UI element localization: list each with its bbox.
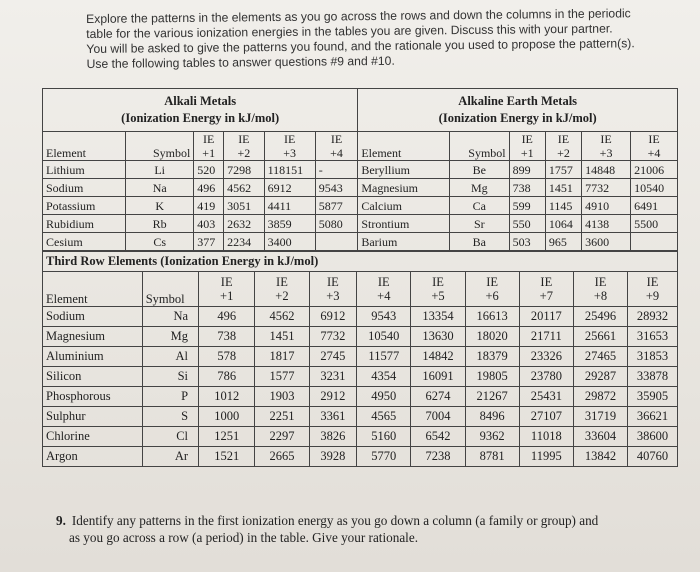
ie-order: +3	[599, 146, 613, 160]
ie-value-cell: 7732	[582, 179, 631, 197]
ie-value-cell: 31653	[628, 327, 678, 347]
element-name-cell: Phosphorous	[43, 387, 143, 407]
ie-order: +4	[377, 289, 391, 303]
ie-value-cell: 7238	[411, 447, 465, 467]
ie-value-cell: 23326	[519, 347, 573, 367]
ie-label: IE	[540, 275, 553, 289]
element-name-cell: Magnesium	[358, 179, 450, 197]
element-symbol-cell: Si	[142, 367, 198, 387]
table-row	[43, 367, 678, 387]
ie-label: IE	[486, 275, 499, 289]
element-symbol-cell: Na	[126, 179, 194, 197]
ie-value-cell: 10540	[631, 179, 678, 197]
ie-value-cell: 20117	[519, 307, 573, 327]
question-line: as you go across a row (a period) in the table. Give your rationale.	[69, 530, 418, 545]
ie-value-cell: 21711	[519, 327, 573, 347]
symbol-column-header: Symbol	[126, 132, 194, 161]
ie-column-header	[357, 272, 411, 307]
alkaline-caption	[358, 89, 678, 132]
ie-label: IE	[220, 275, 233, 289]
ie-value-cell: 1757	[545, 161, 581, 179]
ie-column-header	[264, 132, 315, 161]
ie-value-cell: 7004	[411, 407, 465, 427]
ie-value-cell: 4138	[582, 215, 631, 233]
ie-value-cell: 550	[509, 215, 545, 233]
table-row	[43, 197, 678, 215]
ie-value-cell: 2912	[309, 387, 357, 407]
element-symbol-cell: Ar	[142, 447, 198, 467]
element-name-cell: Magnesium	[43, 327, 143, 347]
ie-value-cell: 4910	[582, 197, 631, 215]
ie-value-cell: 11577	[357, 347, 411, 367]
ionization-tables	[42, 88, 678, 467]
intro-line: table for the various ionization energies in the tables you are given. Discuss this with your partner.	[86, 21, 613, 41]
ie-order: +2	[275, 289, 289, 303]
ie-value-cell: 2251	[255, 407, 309, 427]
ie-value-cell: 4354	[357, 367, 411, 387]
element-symbol-cell: Rb	[126, 215, 194, 233]
element-name-cell: Rubidium	[43, 215, 126, 233]
element-name-cell: Potassium	[43, 197, 126, 215]
ie-value-cell: 11018	[519, 427, 573, 447]
element-column-header: Element	[43, 132, 126, 161]
third-row-title: Third Row Elements (Ionization Energy in kJ/mol)	[43, 252, 678, 272]
ie-value-cell: 33878	[628, 367, 678, 387]
question-line: Identify any patterns in the first ionization energy as you go down a column (a family or group) and	[71, 513, 599, 528]
ie-value-cell: 21006	[631, 161, 678, 179]
group-header-row	[43, 132, 678, 161]
element-name-cell: Sodium	[43, 179, 126, 197]
ie-value-cell: 9362	[465, 427, 519, 447]
ie-value-cell: 35905	[628, 387, 678, 407]
ie-value-cell: 1521	[199, 447, 255, 467]
alkali-title: Alkali Metals	[164, 94, 237, 108]
ie-value-cell: 786	[199, 367, 255, 387]
ie-value-cell: 403	[194, 215, 224, 233]
ie-value-cell: 4950	[357, 387, 411, 407]
table-row	[43, 327, 678, 347]
ie-value-cell: 29872	[573, 387, 627, 407]
ie-order: +8	[593, 289, 608, 303]
ie-value-cell: 3051	[224, 197, 264, 215]
ie-value-cell: 1251	[199, 427, 255, 447]
ie-value-cell: 14848	[582, 161, 631, 179]
ie-order: +1	[520, 146, 534, 160]
ie-label: IE	[326, 275, 339, 289]
ie-value-cell: 599	[509, 197, 545, 215]
ie-value-cell: 2234	[224, 233, 264, 251]
table-row	[43, 233, 678, 251]
group-tables	[42, 88, 678, 251]
ie-column-header	[573, 272, 627, 307]
ie-label: IE	[521, 132, 533, 146]
ie-column-header	[224, 132, 264, 161]
ie-value-cell	[631, 233, 678, 251]
ie-value-cell: 3231	[309, 367, 357, 387]
ie-value-cell: 7732	[309, 327, 357, 347]
ie-value-cell: 31719	[573, 407, 627, 427]
element-symbol-cell: Sr	[449, 215, 509, 233]
ie-order: +4	[647, 146, 661, 160]
ie-value-cell: 419	[194, 197, 224, 215]
ie-column-header	[255, 272, 309, 307]
third-row-header-row	[43, 272, 678, 307]
element-name-cell: Lithium	[43, 161, 126, 179]
ie-value-cell: 1577	[255, 367, 309, 387]
ie-label: IE	[276, 275, 288, 289]
ie-value-cell: 5770	[357, 447, 411, 467]
ie-value-cell: 2665	[255, 447, 309, 467]
ie-value-cell: 8496	[465, 407, 519, 427]
ie-value-cell: 5500	[631, 215, 678, 233]
ie-value-cell: 965	[545, 233, 581, 251]
ie-value-cell: 1064	[545, 215, 581, 233]
element-symbol-cell: Cl	[142, 427, 198, 447]
ie-order: +2	[237, 146, 251, 160]
table-row	[43, 427, 678, 447]
ie-value-cell: 578	[199, 347, 255, 367]
ie-value-cell: 31853	[628, 347, 678, 367]
ie-value-cell: 4411	[264, 197, 315, 215]
ie-value-cell: 21267	[465, 387, 519, 407]
ie-value-cell: 1000	[199, 407, 255, 427]
ie-value-cell: 3361	[309, 407, 357, 427]
ie-value-cell: 377	[194, 233, 224, 251]
ie-column-header	[545, 132, 581, 161]
element-name-cell: Chlorine	[43, 427, 143, 447]
ie-column-header	[315, 132, 358, 161]
ie-column-header	[465, 272, 519, 307]
ie-value-cell: 8781	[465, 447, 519, 467]
element-symbol-cell: Ba	[449, 233, 509, 251]
ie-order: +1	[220, 289, 234, 303]
ie-value-cell: 5877	[315, 197, 358, 215]
table-row	[43, 387, 678, 407]
ie-label: IE	[594, 275, 607, 289]
ie-value-cell: 503	[509, 233, 545, 251]
ie-column-header	[519, 272, 573, 307]
alkali-caption	[43, 89, 358, 132]
ie-value-cell: 1817	[255, 347, 309, 367]
ie-order: +3	[283, 146, 297, 160]
alkali-subtitle: (Ionization Energy in kJ/mol)	[121, 111, 280, 125]
element-symbol-cell: K	[126, 197, 194, 215]
ie-value-cell: 520	[194, 161, 224, 179]
ie-column-header	[199, 272, 255, 307]
ie-value-cell: 36621	[628, 407, 678, 427]
third-row-table-body	[43, 307, 678, 467]
element-symbol-cell: Mg	[449, 179, 509, 197]
ie-value-cell: 25496	[573, 307, 627, 327]
ie-order: +4	[330, 146, 343, 160]
ie-column-header	[411, 272, 465, 307]
element-symbol-cell: Ca	[449, 197, 509, 215]
ie-value-cell: 13354	[411, 307, 465, 327]
ie-value-cell: 11995	[519, 447, 573, 467]
ie-value-cell: 496	[199, 307, 255, 327]
ie-value-cell: 3859	[264, 215, 315, 233]
intro-paragraph	[86, 6, 687, 72]
ie-value-cell: 6912	[264, 179, 315, 197]
ie-value-cell: 5080	[315, 215, 358, 233]
ie-value-cell: 738	[199, 327, 255, 347]
ie-value-cell: 29287	[573, 367, 627, 387]
ie-value-cell: 1012	[199, 387, 255, 407]
table-row	[43, 215, 678, 233]
ie-value-cell: 1903	[255, 387, 309, 407]
ie-value-cell: 13842	[573, 447, 627, 467]
ie-label: IE	[330, 132, 343, 146]
table-row	[43, 161, 678, 179]
ie-value-cell: 1145	[545, 197, 581, 215]
alkaline-title: Alkaline Earth Metals	[458, 94, 578, 108]
element-name-cell: Argon	[43, 447, 143, 467]
ie-value-cell: 3400	[264, 233, 315, 251]
ie-label: IE	[377, 275, 390, 289]
element-name-cell: Sodium	[43, 307, 143, 327]
element-symbol-cell: Na	[142, 307, 198, 327]
ie-value-cell: 496	[194, 179, 224, 197]
ie-value-cell: 4562	[255, 307, 309, 327]
intro-line: You will be asked to give the patterns you found, and the rationale you used to propose the pattern(s).	[86, 36, 635, 56]
ie-order: +9	[645, 289, 660, 303]
ie-value-cell: 7298	[224, 161, 264, 179]
ie-value-cell	[315, 233, 358, 251]
element-column-header: Element	[358, 132, 450, 161]
ie-value-cell: 9543	[315, 179, 358, 197]
symbol-column-header: Symbol	[449, 132, 509, 161]
intro-line: Use the following tables to answer questions #9 and #10.	[86, 53, 395, 71]
element-name-cell: Strontium	[358, 215, 450, 233]
question-number: 9.	[56, 513, 66, 528]
ie-value-cell: 25431	[519, 387, 573, 407]
ie-value-cell: 40760	[628, 447, 678, 467]
element-symbol-cell: Be	[449, 161, 509, 179]
ie-column-header	[628, 272, 678, 307]
element-name-cell: Calcium	[358, 197, 450, 215]
ie-value-cell: 10540	[357, 327, 411, 347]
ie-value-cell: 27107	[519, 407, 573, 427]
ie-label: IE	[557, 132, 570, 146]
ie-value-cell: 5160	[357, 427, 411, 447]
ie-label: IE	[646, 275, 659, 289]
question-9	[56, 512, 686, 546]
element-name-cell: Cesium	[43, 233, 126, 251]
ie-value-cell: -	[315, 161, 358, 179]
ie-label: IE	[648, 132, 660, 146]
element-symbol-cell: Li	[126, 161, 194, 179]
ie-order: +2	[557, 146, 570, 160]
ie-label: IE	[238, 132, 250, 146]
ie-value-cell: 118151	[264, 161, 315, 179]
ie-value-cell: 1451	[255, 327, 309, 347]
ie-value-cell: 899	[509, 161, 545, 179]
ie-value-cell: 14842	[411, 347, 465, 367]
ie-value-cell: 2297	[255, 427, 309, 447]
element-name-cell: Aluminium	[43, 347, 143, 367]
ie-value-cell: 18379	[465, 347, 519, 367]
ie-value-cell: 6912	[309, 307, 357, 327]
group-table-body	[43, 161, 678, 251]
ie-column-header	[194, 132, 224, 161]
ie-column-header	[509, 132, 545, 161]
ie-value-cell: 27465	[573, 347, 627, 367]
element-name-cell: Sulphur	[43, 407, 143, 427]
ie-column-header	[582, 132, 631, 161]
ie-value-cell: 38600	[628, 427, 678, 447]
ie-value-cell: 4562	[224, 179, 264, 197]
table-row	[43, 447, 678, 467]
ie-value-cell: 18020	[465, 327, 519, 347]
ie-order: +5	[431, 289, 445, 303]
ie-column-header	[631, 132, 678, 161]
ie-value-cell: 13630	[411, 327, 465, 347]
ie-label: IE	[600, 132, 612, 146]
table-row	[43, 347, 678, 367]
ie-column-header	[309, 272, 357, 307]
element-name-cell: Silicon	[43, 367, 143, 387]
ie-value-cell: 2745	[309, 347, 357, 367]
ie-value-cell: 3826	[309, 427, 357, 447]
ie-value-cell: 6274	[411, 387, 465, 407]
table-row	[43, 179, 678, 197]
symbol-column-header: Symbol	[142, 272, 198, 307]
element-name-cell: Beryllium	[358, 161, 450, 179]
ie-label: IE	[203, 132, 215, 146]
alkaline-subtitle: (Ionization Energy in kJ/mol)	[438, 111, 597, 125]
ie-value-cell: 6491	[631, 197, 678, 215]
ie-value-cell: 6542	[411, 427, 465, 447]
element-symbol-cell: Mg	[142, 327, 198, 347]
intro-line: Explore the patterns in the elements as you go across the rows and down the columns in the periodic	[86, 6, 631, 26]
ie-value-cell: 33604	[573, 427, 627, 447]
ie-value-cell: 3600	[582, 233, 631, 251]
ie-order: +1	[202, 146, 216, 160]
element-name-cell: Barium	[358, 233, 450, 251]
ie-value-cell: 28932	[628, 307, 678, 327]
ie-value-cell: 2632	[224, 215, 264, 233]
ie-value-cell: 1451	[545, 179, 581, 197]
ie-value-cell: 25661	[573, 327, 627, 347]
ie-value-cell: 23780	[519, 367, 573, 387]
element-symbol-cell: Cs	[126, 233, 194, 251]
element-symbol-cell: S	[142, 407, 198, 427]
ie-value-cell: 16613	[465, 307, 519, 327]
element-column-header: Element	[43, 272, 143, 307]
element-symbol-cell: Al	[142, 347, 198, 367]
ie-order: +7	[539, 289, 553, 303]
table-row	[43, 307, 678, 327]
ie-label: IE	[432, 275, 444, 289]
ie-value-cell: 9543	[357, 307, 411, 327]
element-symbol-cell: P	[142, 387, 198, 407]
table-row	[43, 407, 678, 427]
ie-label: IE	[284, 132, 296, 146]
third-row-table	[42, 251, 678, 467]
ie-value-cell: 738	[509, 179, 545, 197]
ie-value-cell: 19805	[465, 367, 519, 387]
ie-order: +3	[326, 289, 340, 303]
ie-value-cell: 16091	[411, 367, 465, 387]
ie-value-cell: 4565	[357, 407, 411, 427]
ie-order: +6	[485, 289, 499, 303]
ie-value-cell: 3928	[309, 447, 357, 467]
